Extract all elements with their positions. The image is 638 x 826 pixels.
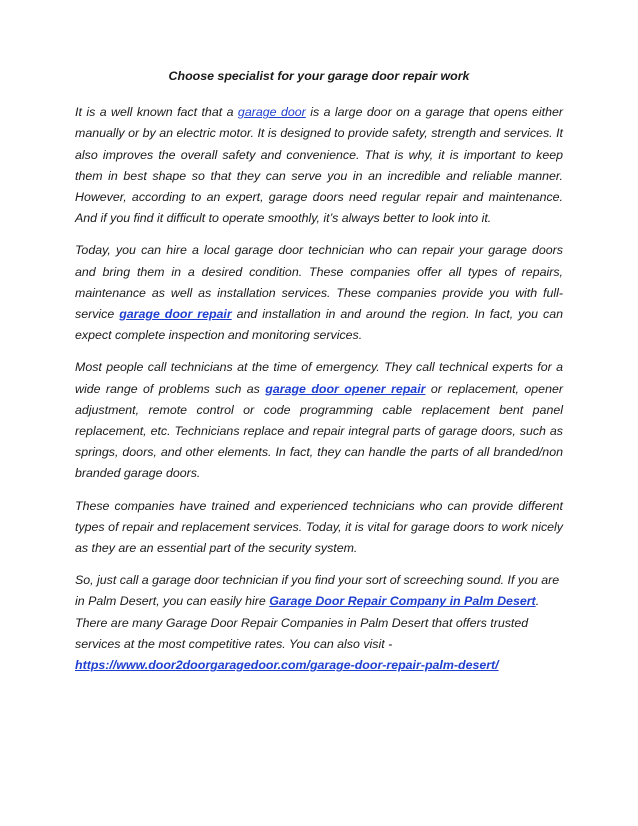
garage-door-link[interactable]: garage door	[237, 105, 306, 120]
paragraph-4: These companies have trained and experienced technicians who can provide different types of repair and replacement services. Today, it is vital for garage doors to work nicely as they are an essential part of the security system.	[75, 498, 563, 556]
paragraph-1-text-before: It is a well known fact that a	[75, 105, 238, 120]
paragraph-2-text-after: and installation in and around the region. In fact, you can expect complete inspection and monitoring services.	[75, 307, 563, 343]
paragraph-2-text-before: Today, you can hire a local garage door technician who can repair your garage doors and bring them in a desired condition. These companies offer all types of repairs, maintenance as well as installation services. These companies provide you with full-service	[75, 243, 563, 322]
paragraph-5-text-before: So, just call a garage door technician if you find your sort of screeching sound. If you are in Palm Desert, you can easily hire	[75, 573, 560, 609]
paragraph-1-text-after: is a large door on a garage that opens either manually or by an electric motor. It is designed to provide safety, strength and services. It also improves the overall safety and convenience. That is why, it is important to keep them in best shape so that they can serve you in an incredible and reliable manner. However, according to an expert, garage doors need regular repair and maintenance. And if you find it difficult to operate smoothly, it’s always better to look into it.	[75, 105, 563, 226]
document-page	[75, 66, 563, 687]
paragraph-3-text-after: or replacement, opener adjustment, remote control or code programming cable replacement bent panel replacement, etc. Technicians replace and repair integral parts of garage doors, such as springs, doors, and other elements. In fact, they can handle the parts of all branded/non branded garage doors.	[75, 381, 563, 481]
paragraph-1	[75, 102, 563, 229]
garage-door-repair-link[interactable]: garage door repair	[119, 307, 232, 322]
paragraph-3-text-before: Most people call technicians at the time of emergency. They call technical experts for a wide range of problems such as	[75, 360, 563, 396]
paragraph-5	[75, 570, 563, 676]
document-title: Choose specialist for your garage door repair work	[168, 69, 470, 83]
palm-desert-company-link[interactable]: Garage Door Repair Company in Palm Desert	[269, 594, 536, 609]
website-url-link[interactable]: https://www.door2doorgaragedoor.com/garage-door-repair-palm-desert/	[75, 658, 499, 673]
garage-door-opener-repair-link[interactable]: garage door opener repair	[265, 381, 426, 396]
paragraph-3	[75, 357, 563, 484]
paragraph-2	[75, 240, 563, 346]
paragraph-5-text-after: . There are many Garage Door Repair Companies in Palm Desert that offers trusted services at the most competitive rates. You can also visit -	[75, 594, 540, 651]
